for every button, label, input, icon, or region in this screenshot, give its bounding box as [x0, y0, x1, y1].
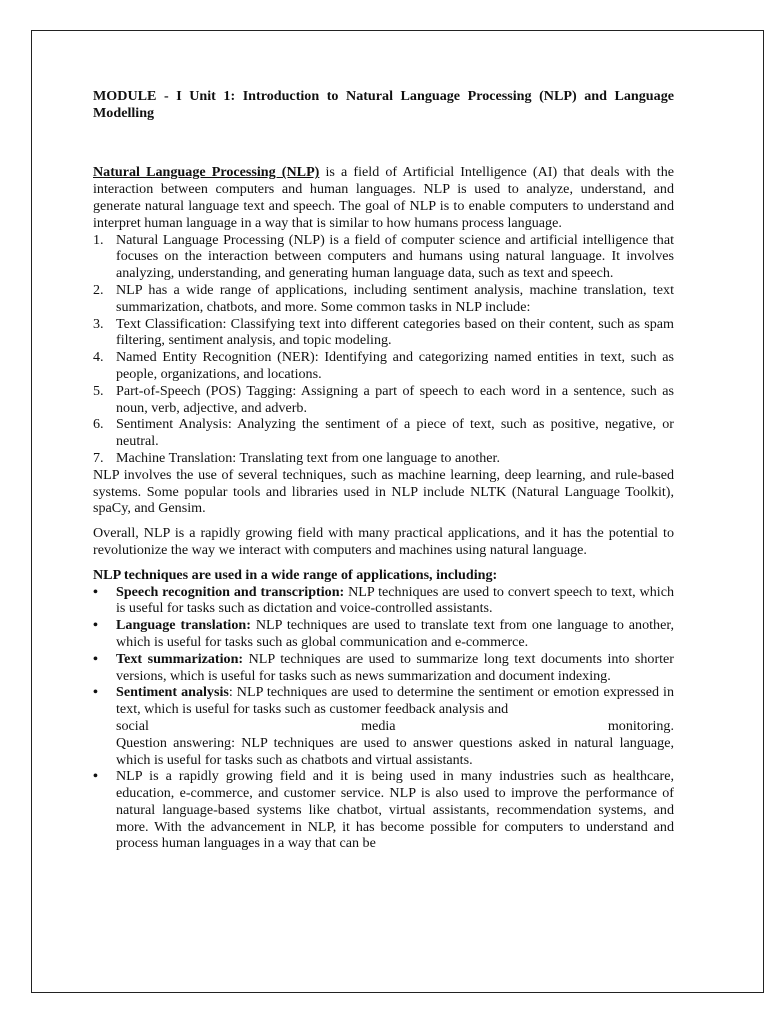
bullet-icon: •: [93, 650, 98, 667]
paragraph-gap: [93, 517, 674, 525]
bullet-text: NLP techniques are used to summarize long text documents into shorter versions, which is useful for tasks such as news summarization and document indexing.: [116, 650, 674, 684]
list-number: 2.: [93, 281, 104, 298]
list-item-text: Part-of-Speech (POS) Tagging: Assigning a part of speech to each word in a sentence, such as noun, verb, adjective, and adverb.: [116, 382, 674, 416]
intro-text: is a field of Artificial Intelligence (AI) that deals with the interaction between computers and human languages. NLP is used to analyze, understand, and generate natural language text and speech. The goal of NLP is to enable computers to understand and interpret human language in a way that is similar to how humans process language.: [93, 164, 674, 231]
bullet-label: Speech recognition and transcription:: [116, 583, 345, 600]
bullet-speech: [93, 584, 674, 618]
bullet-label: Sentiment analysis: [116, 684, 229, 701]
bullet-translation: [93, 617, 674, 651]
spread-word: social: [116, 717, 149, 734]
list-item-text: Natural Language Processing (NLP) is a field of computer science and artificial intelligence that focuses on the interaction between computers and humans using natural language. It involves analyzing, understanding, and generating human language data, such as text and speech.: [116, 231, 674, 282]
bullet-sentiment: [93, 684, 674, 768]
list-item-text: Named Entity Recognition (NER): Identifying and categorizing named entities in text, such as people, organizations, and locations.: [116, 349, 674, 382]
techniques-paragraph: NLP involves the use of several techniques, such as machine learning, deep learning, and rule-based systems. Some popular tools and libraries used in NLP include NLTK (Natural Language Toolkit), spaCy, and Gensim.: [93, 466, 674, 517]
list-number: 5.: [93, 382, 104, 399]
paragraph-gap: [93, 559, 674, 567]
list-item: [93, 383, 674, 417]
spread-line: [116, 718, 674, 735]
list-number: 6.: [93, 416, 104, 433]
bullet-summarization: [93, 651, 674, 685]
bullet-growth: [93, 768, 674, 852]
spread-word: monitoring.: [607, 717, 674, 734]
bullet-text: NLP techniques are used to translate text from one language to another, which is useful for tasks such as global communication and e-commerce.: [116, 617, 675, 650]
bullet-icon: •: [93, 684, 98, 701]
applications-list: [93, 584, 674, 853]
bullet-text: NLP techniques are used to convert speech to text, which is useful for tasks such as dictation and voice-controlled assistants.: [116, 583, 674, 617]
bullet-text: NLP is a rapidly growing field and it is being used in many industries such as healthcare, education, e-commerce, and customer service. NLP is also used to improve the performance of natural language-based systems like chatbot, virtual assistants, recommendation systems, and more. With the advancement in NLP, it has become possible for computers to understand and process human languages in a way that can be: [116, 768, 674, 852]
list-item: [93, 416, 674, 450]
list-item-text: Machine Translation: Translating text from one language to another.: [116, 449, 500, 466]
list-item: [93, 232, 674, 282]
list-item: [93, 450, 674, 467]
list-number: 7.: [93, 449, 104, 466]
list-item: [93, 282, 674, 316]
intro-paragraph: [93, 164, 674, 231]
numbered-list: [93, 232, 674, 467]
overall-paragraph: Overall, NLP is a rapidly growing field with many practical applications, and it has the potential to revolutionize the way we interact with computers and machines using natural language.: [93, 525, 674, 558]
list-item: [93, 316, 674, 350]
list-item-text: Text Classification: Classifying text into different categories based on their content, such as spam filtering, sentiment analysis, and topic modeling.: [116, 315, 674, 349]
document-body: [93, 88, 674, 852]
bullet-icon: •: [93, 617, 98, 634]
bullet-label: Language translation:: [116, 617, 251, 634]
bullet-icon: •: [93, 583, 98, 600]
nlp-term: Natural Language Processing (NLP): [93, 164, 320, 181]
list-number: 3.: [93, 315, 104, 332]
applications-heading: NLP techniques are used in a wide range of applications, including:: [93, 566, 498, 583]
bullet-icon: •: [93, 768, 98, 785]
list-number: 1.: [93, 231, 104, 248]
bullet-label: Text summarization:: [116, 650, 244, 667]
spread-word: media: [361, 717, 396, 734]
list-number: 4.: [93, 349, 104, 366]
bullet-text: : NLP techniques are used to determine the sentiment or emotion expressed in text, which is useful for tasks such as customer feedback analysis and: [116, 684, 674, 718]
list-item: [93, 349, 674, 383]
page-title: MODULE - I Unit 1: Introduction to Natural Language Processing (NLP) and Language Modelling: [93, 88, 674, 122]
list-item-text: NLP has a wide range of applications, including sentiment analysis, machine translation, text summarization, chatbots, and more. Some common tasks in NLP include:: [116, 281, 674, 315]
list-item-text: Sentiment Analysis: Analyzing the sentiment of a piece of text, such as positive, negative, or neutral.: [116, 416, 674, 450]
question-answering-text: Question answering: NLP techniques are used to answer questions asked in natural language, which is useful for tasks such as chatbots and virtual assistants.: [116, 734, 674, 768]
